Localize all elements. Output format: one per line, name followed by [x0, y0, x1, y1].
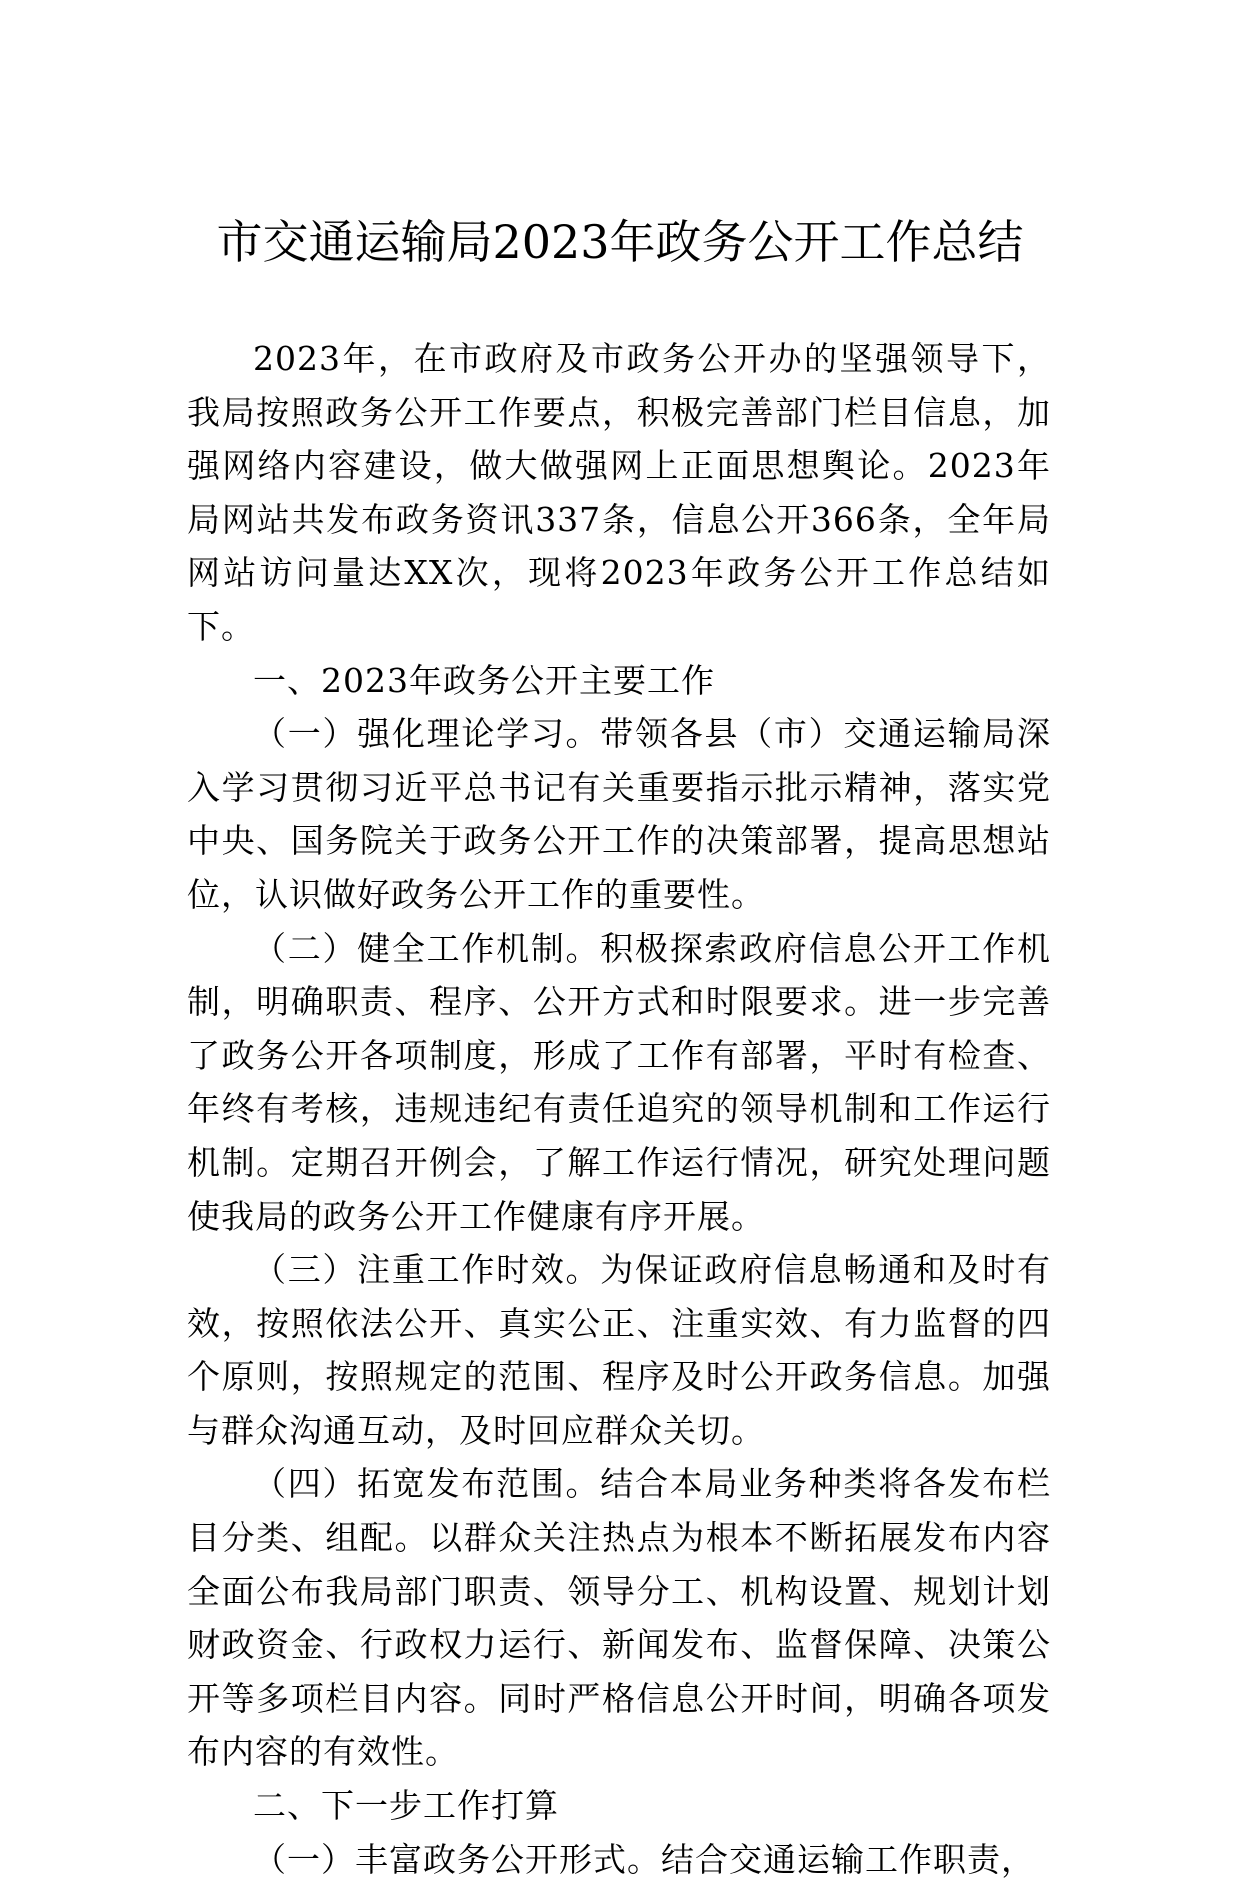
subsection-paragraph-4: （四）拓宽发布范围。结合本局业务种类将各发布栏目分类、组配。以群众关注热点为根本不断拓展发布内容全面公布我局部门职责、领导分工、机构设置、规划计划财政资金、行政权力运行、新闻发布、监督保障、决策公开等多项栏目内容。同时严格信息公开时间，明确各项发布内容的有效性。 [187, 1464, 1051, 1772]
subsection-paragraph-5: （一）丰富政务公开形式。结合交通运输工作职责， [253, 1839, 1035, 1879]
document-title: 市交通运输局2023年政务公开工作总结 [216, 215, 1024, 269]
subsection-paragraph-3: （三）注重工作时效。为保证政府信息畅通和及时有效，按照依法公开、真实公正、注重实效、有力监督的四个原则，按照规定的范围、程序及时公开政务信息。加强与群众沟通互动，及时回应群众关切。 [187, 1250, 1051, 1450]
document-body [187, 332, 1051, 1886]
subsection-paragraph-2: （二）健全工作机制。积极探索政府信息公开工作机制，明确职责、程序、公开方式和时限要求。进一步完善了政务公开各项制度，形成了工作有部署，平时有检查、年终有考核，违规违纪有责任追究的领导机制和工作运行机制。定期召开例会，了解工作运行情况，研究处理问题使我局的政务公开工作健康有序开展。 [187, 928, 1051, 1236]
section-heading-2: 二、下一步工作打算 [253, 1786, 559, 1826]
section-heading-1: 一、2023年政务公开主要工作 [253, 660, 715, 700]
subsection-paragraph-1: （一）强化理论学习。带领各县（市）交通运输局深入学习贯彻习近平总书记有关重要指示批示精神，落实党中央、国务院关于政务公开工作的决策部署，提高思想站位，认识做好政务公开工作的重要性。 [187, 714, 1051, 914]
intro-paragraph: 2023年，在市政府及市政务公开办的坚强领导下，我局按照政务公开工作要点，积极完善部门栏目信息，加强网络内容建设，做大做强网上正面思想舆论。2023年局网站共发布政务资讯337条，信息公开366条，全年局网站访问量达XX次，现将2023年政务公开工作总结如下。 [187, 339, 1051, 646]
